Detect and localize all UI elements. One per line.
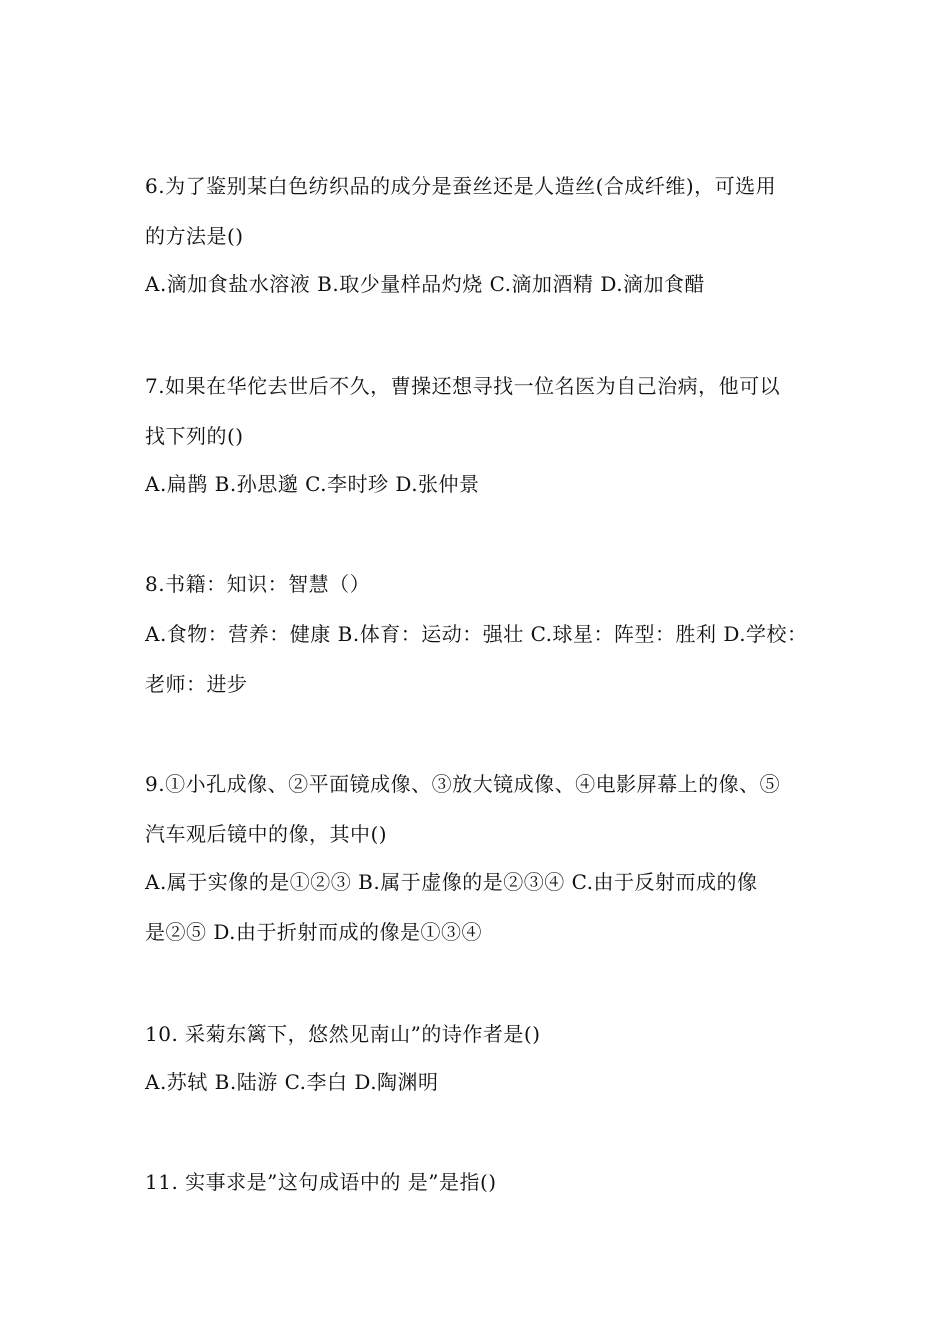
question-8-stem: 8.书籍：知识：智慧（） <box>145 572 371 596</box>
question-8-options-line-1: A.食物：营养：健康 B.体育：运动：强壮 C.球星：阵型：胜利 D.学校： <box>145 622 808 646</box>
question-9-stem-line-2: 汽车观后镜中的像，其中() <box>145 822 388 846</box>
question-8-options-line-2: 老师：进步 <box>145 672 248 696</box>
question-6-stem-line-1: 6.为了鉴别某白色纺织品的成分是蚕丝还是人造丝(合成纤维)，可选用 <box>145 174 777 198</box>
question-9-options-line-2: 是②⑤ D.由于折射而成的像是①③④ <box>145 920 483 944</box>
question-6-stem-line-2: 的方法是() <box>145 224 244 248</box>
question-9-options-line-1: A.属于实像的是①②③ B.属于虚像的是②③④ C.由于反射而成的像 <box>145 870 758 894</box>
question-7-stem-line-2: 找下列的() <box>145 424 244 448</box>
question-10-options: A.苏轼 B.陆游 C.李白 D.陶渊明 <box>145 1070 439 1094</box>
question-10-stem: 10. 采菊东篱下，悠然见南山”的诗作者是() <box>145 1022 541 1046</box>
question-6-options: A.滴加食盐水溶液 B.取少量样品灼烧 C.滴加酒精 D.滴加食醋 <box>145 272 706 296</box>
question-7-options: A.扁鹊 B.孙思邈 C.李时珍 D.张仲景 <box>145 472 480 496</box>
question-11-stem: 11. 实事求是”这句成语中的 是”是指() <box>145 1170 497 1194</box>
question-9-stem-line-1: 9.①小孔成像、②平面镜成像、③放大镜成像、④电影屏幕上的像、⑤ <box>145 772 781 796</box>
question-7-stem-line-1: 7.如果在华佗去世后不久，曹操还想寻找一位名医为自己治病，他可以 <box>145 374 781 398</box>
